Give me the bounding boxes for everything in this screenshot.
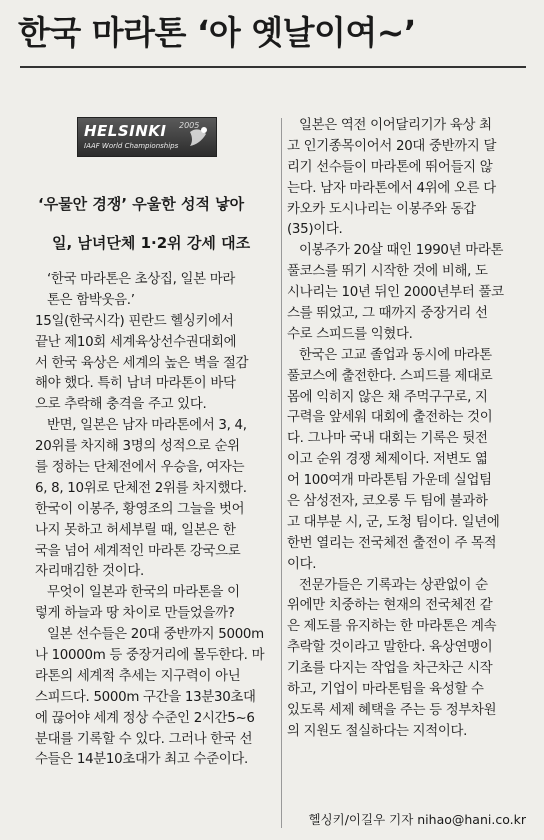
column-divider [281, 118, 282, 828]
logo-subtitle: IAAF World Championships [84, 142, 179, 150]
text-line: 톤은 함박웃음.’ [47, 292, 135, 308]
text-line: 라톤의 세계적 추세는 지구력이 아닌 [35, 668, 241, 684]
headline: 한국 마라톤 ‘아 옛날이여~’ [18, 13, 416, 52]
text-line: ‘한국 마라톤은 초상집, 일본 마라 [47, 272, 235, 287]
text-line: 는다. 남자 마라톤에서 4위에 오른 다 [287, 180, 496, 196]
text-line: 수들은 14분10초대가 최고 수준이다. [35, 752, 248, 768]
text-line: 스피드다. 5000m 구간을 13분30초대 [35, 689, 256, 705]
text-line: 몸에 익히지 않은 채 주먹구구로, 지 [287, 389, 488, 405]
text-line: 나지 못하고 허세부릴 때, 일본은 한 [35, 522, 236, 538]
text-line: 6, 8, 10위로 단체전 2위를 차지했다. [35, 480, 247, 496]
text-line: 풀코스를 뛰기 시작한 것에 비해, 도 [287, 264, 488, 280]
text-line: 나 10000m 등 중장거리에 몰두한다. 마 [35, 648, 265, 664]
headline-rule [20, 66, 526, 68]
text-line: 일본 선수들은 20대 중반까지 5000m [47, 627, 264, 643]
text-line: 구력을 앞세워 대회에 출전하는 것이 [287, 410, 493, 426]
text-line: 에 끊어야 세계 정상 수준인 2시간5~6 [35, 710, 255, 726]
text-line: 해야 했다. 특히 남녀 마라톤이 바닥 [35, 376, 236, 392]
text-line: 어 100여개 마라톤팀 가운데 실업팀 [287, 473, 492, 489]
text-line: 있도록 세제 혜택을 주는 등 정부차원 [287, 702, 497, 718]
text-line: 전문가들은 기록과는 상관없이 순 [299, 577, 488, 593]
text-line: 카오카 도시나리는 이봉주와 동갑 [287, 201, 476, 217]
text-line: 끝난 제10회 세계육상선수권대회에 [35, 334, 237, 350]
text-line: 한번 열리는 전국체전 출전이 주 목적 [287, 535, 497, 551]
text-line: 다. 그나마 국내 대회는 기록은 뒷전 [287, 431, 488, 447]
text-line: 수로 스피드를 익혔다. [287, 326, 413, 342]
text-line: 자리매김한 것이다. [35, 564, 144, 580]
text-line: 이고 순위 경쟁 체제이다. 저변도 엷 [287, 452, 488, 468]
text-line: 이봉주가 20살 때인 1990년 마라톤 [299, 243, 504, 259]
text-line: 일본은 역전 이어달리기가 육상 최 [299, 118, 492, 133]
text-line: 렇게 하늘과 땅 차이로 만들었을까? [35, 606, 235, 622]
text-line: 무엇이 일본과 한국의 마라톤을 이 [47, 585, 240, 601]
text-line: 반면, 일본은 남자 마라톤에서 3, 4, [47, 418, 247, 434]
text-line: 의 지원도 절실하다는 지적이다. [287, 723, 468, 739]
subhead-1: ‘우물안 경쟁’ 우울한 성적 낳아 [38, 195, 245, 213]
text-line: 이다. [287, 556, 317, 572]
left-column-body [35, 270, 271, 771]
text-line: 하고, 기업이 마라톤팀을 육성할 수 [287, 682, 484, 698]
logo-year: 2005 [179, 121, 200, 130]
text-line: 한국은 고교 졸업과 동시에 마라톤 [299, 347, 492, 363]
right-column-body [287, 116, 527, 743]
text-line: 시나리는 10년 뒤인 2000년부터 풀코 [287, 285, 504, 301]
text-line: 기초를 다지는 작업을 차근차근 시작 [287, 661, 493, 677]
helsinki-2005-logo [77, 117, 217, 157]
text-line: 서 한국 육상은 세계의 높은 벽을 절감 [35, 355, 249, 371]
logo-title: HELSINKI [84, 122, 167, 140]
text-line: 20위를 차지해 3명의 성적으로 순위 [35, 439, 240, 455]
text-line: 를 정하는 단체전에서 우승을, 여자는 [35, 460, 245, 476]
text-line: 한국이 이봉주, 황영조의 그늘을 벗어 [35, 501, 245, 517]
text-line: 추락할 것이라고 말한다. 육상연맹이 [287, 640, 493, 656]
text-line: 국을 넘어 세계적인 마라톤 강국으로 [35, 543, 241, 559]
text-line: 고 대부분 시, 군, 도청 팀이다. 일년에 [287, 514, 500, 530]
text-line: 스를 뛰었고, 그 때까지 중장거리 선 [287, 306, 488, 322]
text-line: 풀코스에 출전한다. 스피드를 제대로 [287, 368, 493, 384]
text-line: 리기 선수들이 마라톤에 뛰어들지 않 [287, 159, 493, 175]
text-line: (35)이다. [287, 222, 343, 238]
text-line: 은 제도를 유지하는 한 마라톤은 계속 [287, 619, 497, 635]
text-line: 위에만 치중하는 현재의 전국체전 같 [287, 598, 493, 614]
byline: 헬싱키/이길우 기자 nihao@hani.co.kr [308, 812, 526, 827]
subhead-2: 일, 남녀단체 1·2위 강세 대조 [52, 234, 251, 252]
text-line: 고 인기종목이어서 20대 중반까지 달 [287, 138, 497, 154]
text-line: 으로 추락해 충격을 주고 있다. [35, 397, 207, 413]
text-line: 15일(한국시각) 핀란드 헬싱키에서 [35, 313, 234, 329]
text-line: 분대를 기록할 수 있다. 그러나 한국 선 [35, 731, 253, 747]
text-line: 은 삼성전자, 코오롱 두 팀에 불과하 [287, 494, 488, 510]
